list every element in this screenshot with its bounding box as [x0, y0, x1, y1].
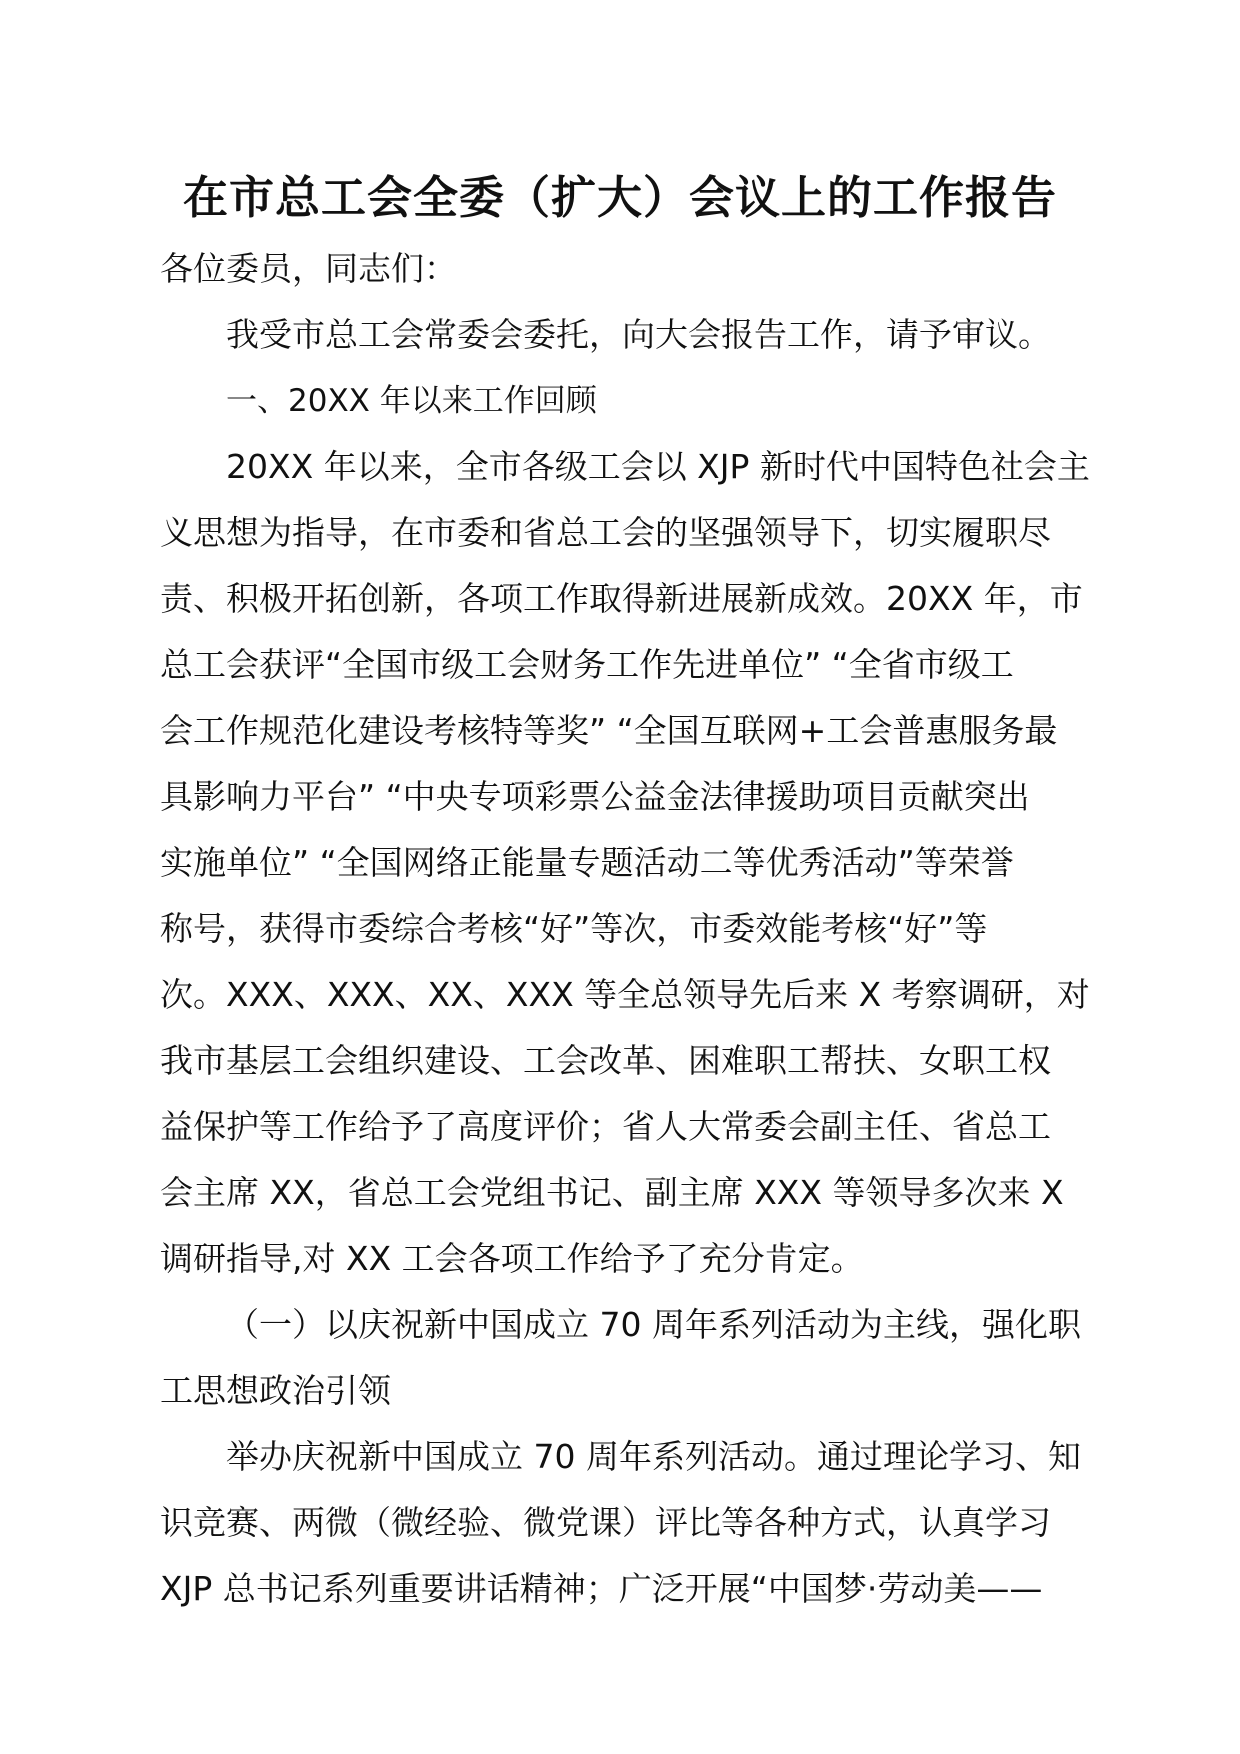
document-title: 在市总工会全委（扩大）会议上的工作报告 — [182, 171, 1057, 224]
paragraph-celebration — [160, 1424, 1090, 1622]
paragraph-line: 责、积极开拓创新，各项工作取得新进展新成效。20XX 年，市 — [160, 579, 1083, 618]
paragraph-line: 义思想为指导，在市委和省总工会的坚强领导下，切实履职尽 — [160, 513, 1051, 552]
paragraph-line: XJP 总书记系列重要讲话精神；广泛开展“中国梦·劳动美—— — [160, 1569, 1043, 1608]
paragraph-line: 我市基层工会组织建设、工会改革、困难职工帮扶、女职工权 — [160, 1041, 1051, 1080]
subsection-heading-line: （一）以庆祝新中国成立 70 周年系列活动为主线，强化职 — [226, 1305, 1081, 1344]
paragraph-line: 益保护等工作给予了高度评价；省人大常委会副主任、省总工 — [160, 1107, 1051, 1146]
paragraph-line: 会主席 XX，省总工会党组书记、副主席 XXX 等领导多次来 X — [160, 1173, 1064, 1212]
paragraph-line: 次。XXX、XXX、XX、XXX 等全总领导先后来 X 考察调研，对 — [160, 975, 1090, 1014]
intro-paragraph: 我受市总工会常委会委托，向大会报告工作，请予审议。 — [226, 315, 1051, 354]
paragraph-line: 调研指导,对 XX 工会各项工作给予了充分肯定。 — [160, 1239, 864, 1278]
paragraph-line: 称号，获得市委综合考核“好”等次，市委效能考核“好”等 — [160, 909, 988, 948]
document-body — [160, 236, 1090, 1622]
paragraph-line: 会工作规范化建设考核特等奖” “全国互联网+工会普惠服务最 — [160, 711, 1058, 750]
subsection-heading-line: 工思想政治引领 — [160, 1371, 391, 1410]
paragraph-line: 具影响力平台” “中央专项彩票公益金法律援助项目贡献突出 — [160, 777, 1030, 816]
paragraph-line: 识竞赛、两微（微经验、微党课）评比等各种方式，认真学习 — [160, 1503, 1051, 1542]
salutation: 各位委员，同志们： — [160, 249, 457, 288]
section-heading-1: 一、20XX 年以来工作回顾 — [226, 383, 597, 419]
paragraph-review — [160, 434, 1090, 1292]
paragraph-line: 总工会获评“全国市级工会财务工作先进单位” “全省市级工 — [160, 645, 1014, 684]
paragraph-line: 举办庆祝新中国成立 70 周年系列活动。通过理论学习、知 — [226, 1437, 1081, 1476]
paragraph-line: 实施单位” “全国网络正能量专题活动二等优秀活动”等荣誉 — [160, 843, 1014, 882]
paragraph-line: 20XX 年以来，全市各级工会以 XJP 新时代中国特色社会主 — [226, 447, 1090, 486]
subsection-heading-1 — [160, 1292, 1090, 1424]
